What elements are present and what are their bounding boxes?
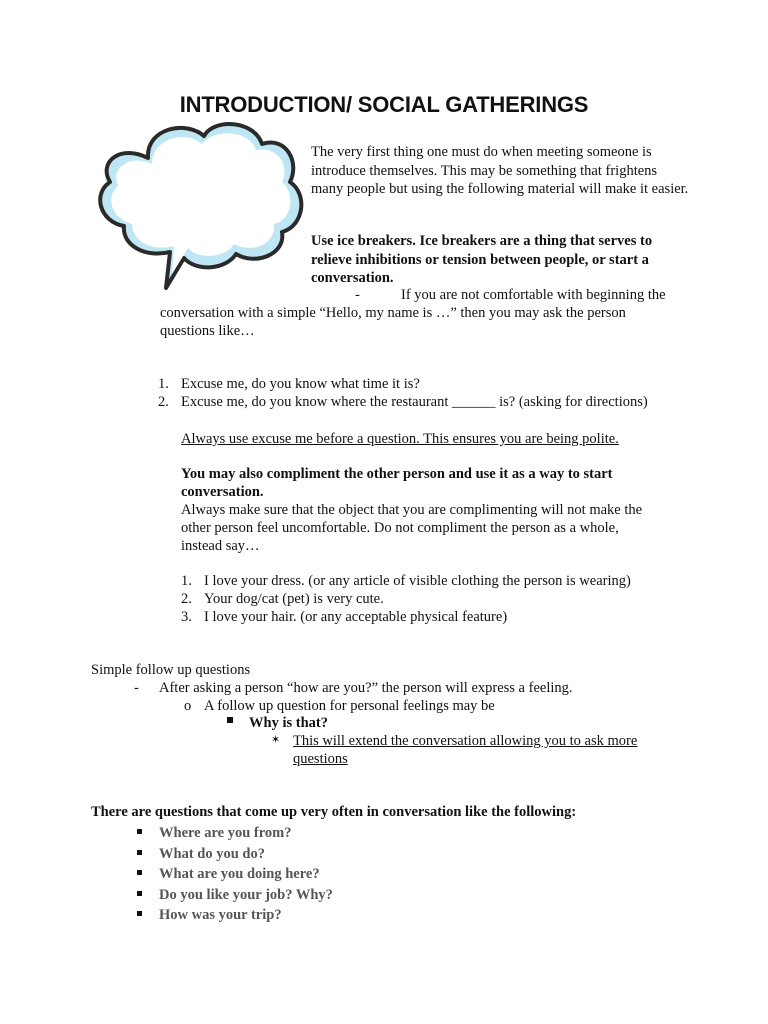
followup-item-4-line-1: This will extend the conversation allowing you to ask more — [293, 733, 638, 749]
followup-item-1: After asking a person “how are you?” the person will express a feeling. — [159, 680, 573, 696]
list-item: Excuse me, do you know where the restaurant ______ is? (asking for directions) — [181, 394, 648, 410]
square-bullet-icon — [137, 850, 142, 855]
list-item: Where are you from? — [159, 825, 292, 841]
dash-marker: - — [134, 680, 139, 696]
followup-item-3: Why is that? — [249, 715, 328, 731]
square-bullet-icon — [137, 911, 142, 916]
compliment-text-line-3: instead say… — [181, 538, 260, 554]
square-bullet-icon — [137, 829, 142, 834]
icebreakers-line-2: conversation with a simple “Hello, my name is …” then you may ask the person — [160, 305, 626, 321]
common-questions-heading: There are questions that come up very often in conversation like the following: — [91, 804, 577, 820]
list-item-number: 3. — [181, 609, 192, 625]
icebreakers-line-3: questions like… — [160, 323, 255, 339]
compliment-text-line-1: Always make sure that the object that you are complimenting will not make the — [181, 502, 643, 518]
compliment-text-line-2: other person feel uncomfortable. Do not compliment the person as a whole, — [181, 520, 619, 536]
icebreakers-heading: Use ice breakers. Ice breakers are a thing that serves to relieve inhibitions or tension between people, or start a conversation. — [311, 233, 653, 286]
list-item-number: 2. — [181, 591, 192, 607]
list-item: Excuse me, do you know what time it is? — [181, 376, 420, 392]
intro-paragraph: The very first thing one must do when meeting someone is introduce themselves. This may be something that frightens many people but using the following material will make it easier. — [311, 144, 689, 197]
list-item: I love your dress. (or any article of visible clothing the person is wearing) — [204, 573, 631, 589]
list-item-number: 1. — [158, 376, 169, 392]
list-item-number: 1. — [181, 573, 192, 589]
icebreakers-line-1: If you are not comfortable with beginning the — [401, 287, 666, 303]
page-title: INTRODUCTION/ SOCIAL GATHERINGS — [179, 92, 589, 117]
list-item: Your dog/cat (pet) is very cute. — [204, 591, 384, 607]
speech-bubble-icon — [86, 118, 310, 300]
list-item: What do you do? — [159, 846, 265, 862]
list-item-number: 2. — [158, 394, 169, 410]
followup-heading: Simple follow up questions — [91, 662, 251, 678]
square-bullet-icon — [137, 891, 142, 896]
square-bullet-icon — [227, 717, 233, 723]
excuse-note: Always use excuse me before a question. This ensures you are being polite. — [181, 431, 619, 447]
list-item: Do you like your job? Why? — [159, 887, 333, 903]
dash-marker: - — [355, 287, 360, 303]
star-bullet-icon: ✶ — [271, 734, 281, 746]
list-item: What are you doing here? — [159, 866, 320, 882]
compliment-heading-line-2: conversation. — [181, 484, 264, 500]
square-bullet-icon — [137, 870, 142, 875]
list-item: How was your trip? — [159, 907, 282, 923]
followup-item-2: A follow up question for personal feelings may be — [204, 698, 495, 714]
list-item: I love your hair. (or any acceptable physical feature) — [204, 609, 508, 625]
compliment-heading-line-1: You may also compliment the other person and use it as a way to start — [181, 466, 613, 482]
circle-bullet-marker: o — [184, 698, 192, 714]
followup-item-4-line-2: questions — [293, 751, 348, 767]
